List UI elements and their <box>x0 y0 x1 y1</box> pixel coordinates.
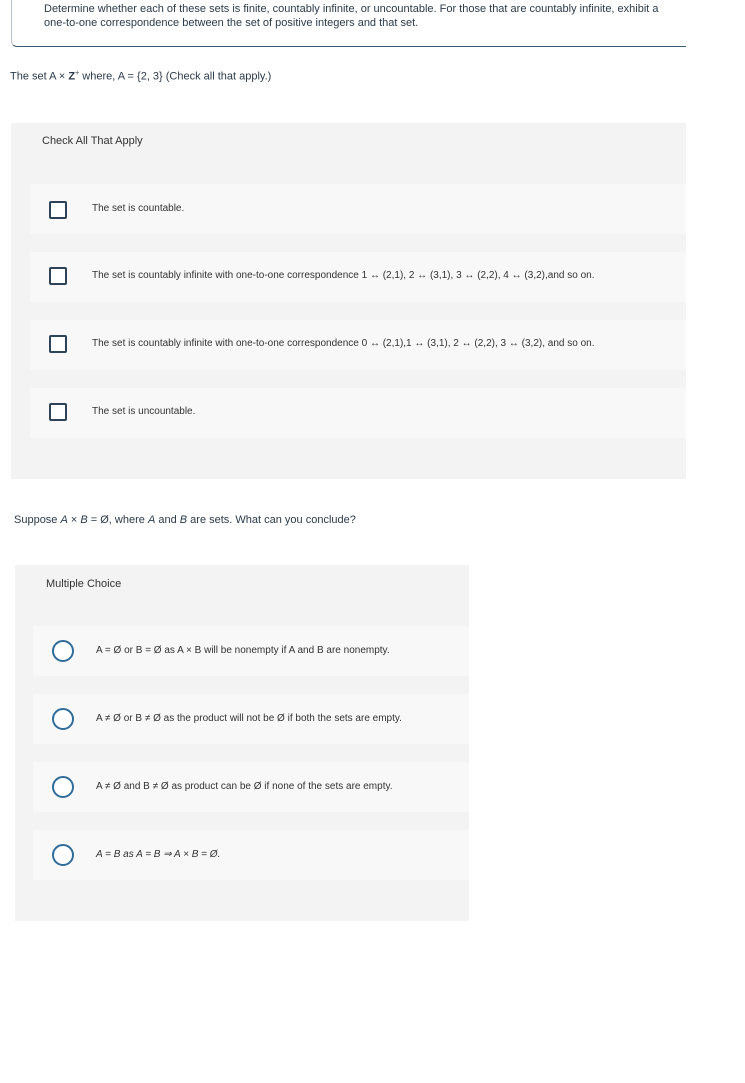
radio-option-1[interactable] <box>33 626 469 676</box>
radio-button[interactable] <box>52 844 74 866</box>
option-label: A = B as A = B ⇒ A × B = Ø. <box>96 849 221 860</box>
option-label: A = Ø or B = Ø as A × B will be nonempty if A and B are nonempty. <box>96 645 390 656</box>
option-label: The set is uncountable. <box>92 406 196 417</box>
times-sign: × <box>67 514 81 526</box>
checkbox-option-2[interactable] <box>30 252 686 302</box>
checkbox-option-4[interactable] <box>30 388 686 438</box>
set-a: A <box>147 514 156 526</box>
q2-text: = Ø, where <box>87 514 148 526</box>
panel-title-multiple-choice: Multiple Choice <box>46 578 122 590</box>
check-all-panel <box>11 123 686 479</box>
z-superscript: + <box>75 70 80 77</box>
option-label: The set is countable. <box>92 203 185 214</box>
checkbox[interactable] <box>49 201 67 219</box>
q1-prefix: The set A × <box>10 70 69 83</box>
checkbox[interactable] <box>49 335 67 353</box>
multiple-choice-panel <box>15 565 469 921</box>
set-b: B <box>80 514 88 526</box>
set-b: B <box>179 514 188 526</box>
checkbox[interactable] <box>49 267 67 285</box>
intro-text: Determine whether each of these sets is finite, countably infinite, or uncountable. For those that are countably infinite, exhibit a one-to-one correspondence between the set of positive integers and that set. <box>44 3 659 29</box>
question-1-prompt <box>10 70 271 83</box>
checkbox-option-1[interactable] <box>30 184 686 234</box>
q2-text: are sets. What can you conclude? <box>187 514 356 526</box>
option-label: The set is countably infinite with one-to-one correspondence 1 ↔ (2,1), 2 ↔ (3,1), 3 ↔ (2,2), 4 ↔ (3,2),and so on. <box>92 270 595 281</box>
question-2-prompt <box>14 514 356 526</box>
radio-button[interactable] <box>52 640 74 662</box>
panel-title-check-all: Check All That Apply <box>42 135 143 147</box>
q2-text: Suppose <box>14 514 61 526</box>
set-a: A <box>60 514 68 526</box>
radio-option-2[interactable] <box>33 694 469 744</box>
option-label: A ≠ Ø and B ≠ Ø as product can be Ø if none of the sets are empty. <box>96 781 393 792</box>
radio-option-4[interactable] <box>33 830 469 880</box>
intro-box <box>11 0 686 47</box>
q2-text: and <box>155 514 180 526</box>
radio-option-3[interactable] <box>33 762 469 812</box>
q1-suffix: where, A = {2, 3} (Check all that apply.) <box>79 70 272 83</box>
z-symbol: Z <box>68 70 76 83</box>
option-label: The set is countably infinite with one-to-one correspondence 0 ↔ (2,1),1 ↔ (3,1), 2 ↔ (2,2), 3 ↔ (3,2), and so on. <box>92 338 595 349</box>
checkbox-option-3[interactable] <box>30 320 686 370</box>
radio-button[interactable] <box>52 776 74 798</box>
option-label: A ≠ Ø or B ≠ Ø as the product will not be Ø if both the sets are empty. <box>96 713 402 724</box>
radio-button[interactable] <box>52 708 74 730</box>
checkbox[interactable] <box>49 403 67 421</box>
